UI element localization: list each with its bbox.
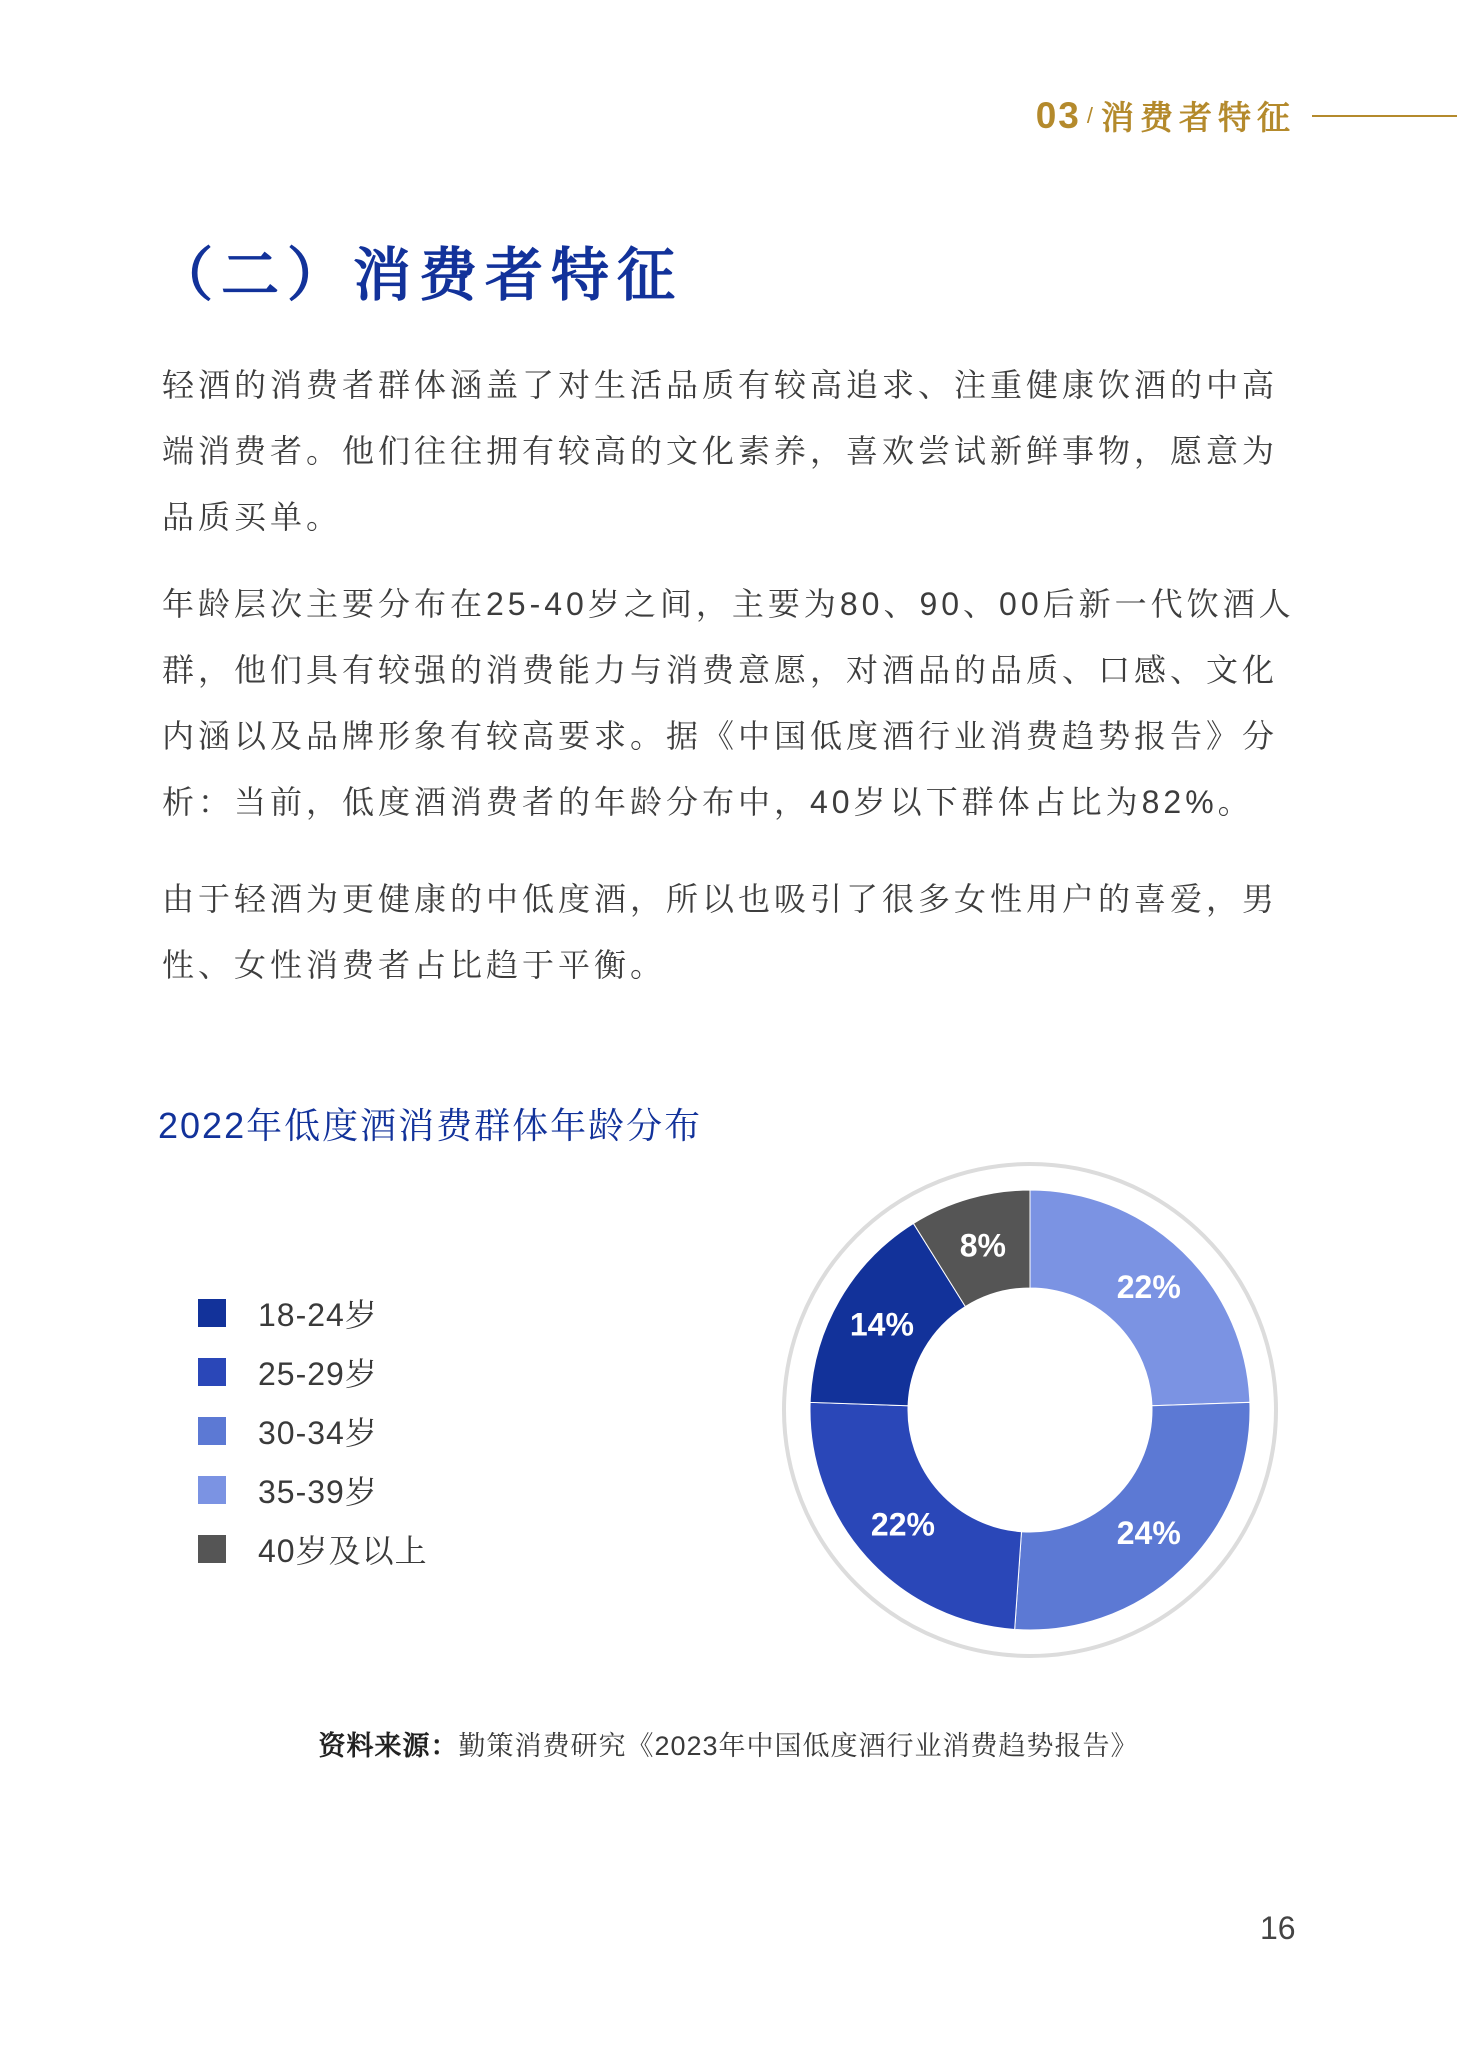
source-note: [0, 1724, 1457, 1763]
section-slash: /: [1086, 102, 1093, 128]
section-header-title: 消费者特征: [1101, 99, 1296, 136]
slice-label: 8%: [959, 1227, 1006, 1264]
section-header: [1036, 92, 1457, 139]
legend-label: 25-29岁: [258, 1355, 378, 1392]
chart-title: 2022年低度酒消费群体年龄分布: [158, 1105, 703, 1146]
chart-legend: [198, 1283, 428, 1578]
legend-label: 30-34岁: [258, 1414, 378, 1451]
source-prefix: 资料来源：: [318, 1731, 459, 1761]
legend-item-25-29: [198, 1342, 428, 1401]
legend-swatch: [198, 1476, 226, 1504]
legend-item-30-34: [198, 1401, 428, 1460]
legend-swatch: [198, 1358, 226, 1386]
page-title: （二）消费者特征: [155, 243, 684, 308]
legend-item-35-39: [198, 1460, 428, 1519]
legend-label: 35-39岁: [258, 1473, 378, 1510]
legend-label: 40岁及以上: [258, 1532, 428, 1569]
legend-swatch: [198, 1299, 226, 1327]
section-number: 03: [1035, 94, 1081, 136]
legend-swatch: [198, 1417, 226, 1445]
paragraph-3: 由于轻酒为更健康的中低度酒，所以也吸引了很多女性用户的喜爱，男性、女性消费者占比趋于平衡。: [162, 881, 1279, 983]
slice-label: 24%: [1116, 1515, 1181, 1552]
slice-label: 22%: [870, 1506, 935, 1543]
paragraph-2: 年龄层次主要分布在25-40岁之间，主要为80、90、00后新一代饮酒人群，他们具有较强的消费能力与消费意愿，对酒品的品质、口感、文化内涵以及品牌形象有较高要求。据《中国低度酒行业消费趋势报告》分析：当前，低度酒消费者的年龄分布中，40岁以下群体占比为82%。: [162, 586, 1295, 820]
page-number: 16: [1260, 1910, 1296, 1946]
legend-item-18-24: [198, 1283, 428, 1342]
legend-label: 18-24岁: [258, 1296, 378, 1333]
slice-label: 14%: [849, 1306, 914, 1343]
legend-swatch: [198, 1535, 226, 1563]
source-text: 勤策消费研究《2023年中国低度酒行业消费趋势报告》: [458, 1731, 1139, 1761]
paragraph-1: 轻酒的消费者群体涵盖了对生活品质有较高追求、注重健康饮酒的中高端消费者。他们往往拥有较高的文化素养，喜欢尝试新鲜事物，愿意为品质买单。: [162, 367, 1279, 535]
header-rule: [1312, 115, 1457, 117]
slice-label: 22%: [1116, 1268, 1181, 1305]
donut-chart: [770, 1150, 1290, 1670]
legend-item-40-plus: [198, 1519, 428, 1578]
